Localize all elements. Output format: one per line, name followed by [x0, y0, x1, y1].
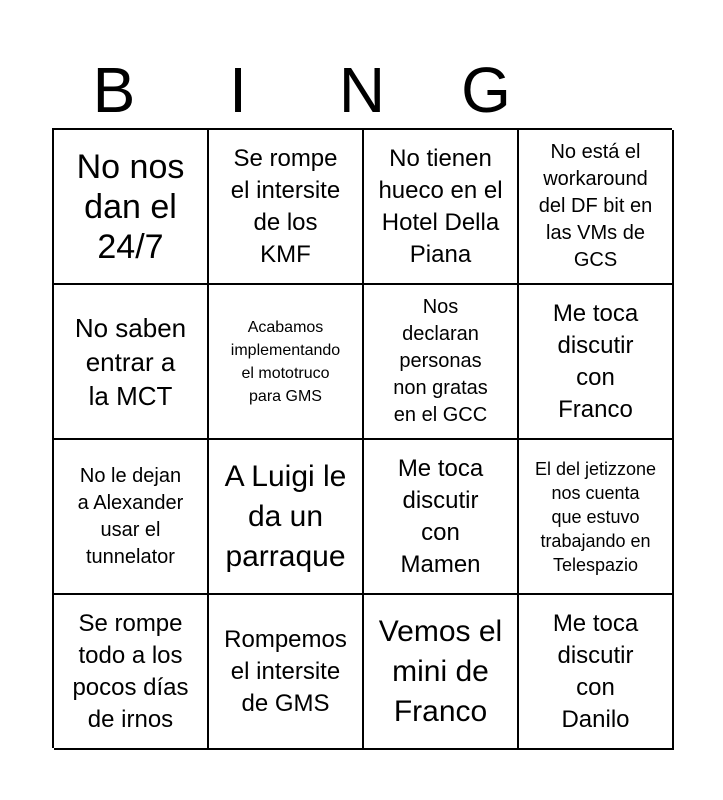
- cell-text: Nos declaran personas non gratas en el GCC: [393, 296, 488, 426]
- header-letter-g: G: [461, 54, 511, 126]
- cell-text: No saben entrar a la MCT: [74, 312, 187, 411]
- cell-text: Vemos el mini de Franco: [378, 614, 503, 728]
- bingo-cell-1-2[interactable]: [209, 130, 364, 285]
- cell-text: Acabamos implementando el mototruco para GMS: [230, 318, 341, 405]
- bingo-cell-3-4[interactable]: [519, 440, 674, 595]
- bingo-cell-4-4[interactable]: [519, 595, 674, 750]
- bingo-cell-3-3[interactable]: [364, 440, 519, 595]
- cell-text: No le dejan a Alexander usar el tunnelator: [77, 464, 184, 568]
- cell-text: Me toca discutir con Danilo: [552, 609, 639, 733]
- bingo-header: [52, 52, 672, 128]
- header-letter-blank: [548, 52, 672, 128]
- bingo-cell-2-3[interactable]: [364, 285, 519, 440]
- bingo-cell-2-2[interactable]: [209, 285, 364, 440]
- cell-text: No nos dan el 24/7: [76, 147, 185, 266]
- header-letter-n: N: [338, 54, 386, 126]
- cell-text: Se rompe el intersite de los KMF: [230, 144, 341, 268]
- header-letter-i: I: [229, 54, 247, 126]
- bingo-cell-2-4[interactable]: [519, 285, 674, 440]
- cell-text: Rompemos el intersite de GMS: [224, 625, 347, 717]
- bingo-cell-2-1[interactable]: [54, 285, 209, 440]
- cell-text: Me toca discutir con Mamen: [397, 454, 484, 578]
- bingo-cell-3-2[interactable]: [209, 440, 364, 595]
- cell-text: No tienen hueco en el Hotel Della Piana: [378, 144, 503, 268]
- header-letter-b: B: [92, 54, 136, 126]
- bingo-cell-4-3[interactable]: [364, 595, 519, 750]
- bingo-cell-4-1[interactable]: [54, 595, 209, 750]
- cell-text: Se rompe todo a los pocos días de irnos: [72, 609, 189, 733]
- cell-text: Me toca discutir con Franco: [552, 299, 639, 423]
- bingo-cell-1-4[interactable]: [519, 130, 674, 285]
- bingo-cell-1-1[interactable]: [54, 130, 209, 285]
- bingo-cell-3-1[interactable]: [54, 440, 209, 595]
- bingo-cell-4-2[interactable]: [209, 595, 364, 750]
- cell-text: A Luigi le da un parraque: [224, 459, 347, 573]
- cell-text: El del jetizzone nos cuenta que estuvo trabajando en Telespazio: [534, 458, 657, 575]
- cell-text: No está el workaround del DF bit en las VMs de GCS: [538, 141, 653, 271]
- bingo-cell-1-3[interactable]: [364, 130, 519, 285]
- bingo-board: [52, 128, 672, 748]
